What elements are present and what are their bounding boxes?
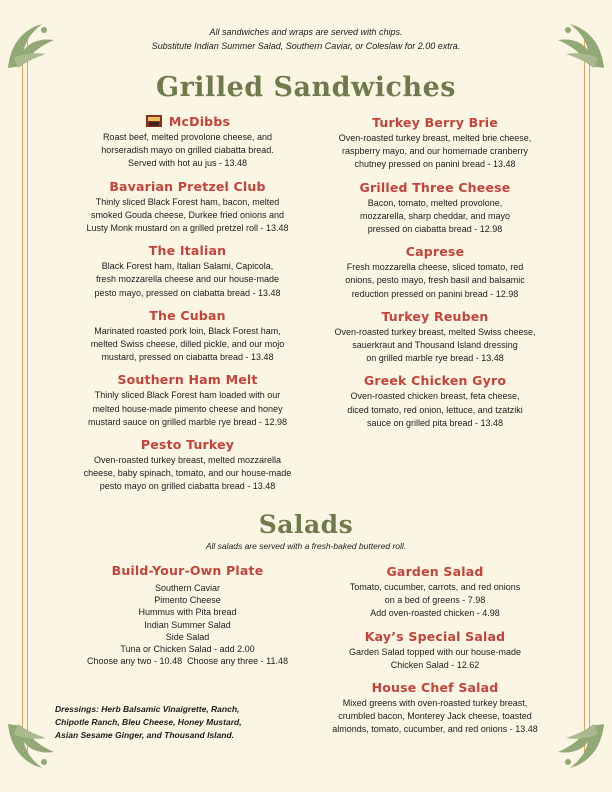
plate-option: Tuna or Chicken Salad - add 2.00 <box>120 644 255 655</box>
item-description: Oven-roasted turkey breast, melted mozzarella cheese, baby spinach, tomato, and our house-made pesto mayo on grilled ciabatta bread - 13.48 <box>83 455 292 492</box>
plate-option: Pimento Cheese <box>154 595 221 606</box>
sandwiches-left-column <box>55 113 320 501</box>
plate-option: Hummus with Pita bread <box>138 607 237 618</box>
item-name: Turkey Berry Brie <box>372 115 498 130</box>
right-border <box>584 40 590 752</box>
item-name: The Italian <box>148 243 227 259</box>
menu-item <box>55 113 320 171</box>
item-description: Oven-roasted turkey breast, melted Swiss cheese, sauerkraut and Thousand Island dressing on grilled marble rye bread - 13.48 <box>334 326 536 364</box>
menu-item <box>55 562 320 667</box>
item-description: Mixed greens with oven-roasted turkey breast, crumbled bacon, Monterey Jack cheese, toasted almonds, tomato, cucumber, and red onions - 13.48 <box>332 698 538 735</box>
menu-item <box>320 372 550 430</box>
plate-option: Side Salad <box>165 631 210 642</box>
item-description: Oven-roasted chicken breast, feta cheese, diced tomato, red onion, lettuce, and tzatziki sauce on grilled pita bread - 13.48 <box>347 391 523 428</box>
sandwiches-title: Grilled Sandwiches <box>156 72 456 103</box>
item-name: Southern Ham Melt <box>117 372 258 388</box>
item-description: Fresh mozzarella cheese, sliced tomato, red onions, pesto mayo, fresh basil and balsamic reduction pressed on panini bread - 12.98 <box>345 262 525 299</box>
salads-left-column <box>55 562 320 667</box>
salads-title: Salads <box>258 510 354 539</box>
item-name: Grilled Three Cheese <box>359 179 511 195</box>
plate-option: Indian Summer Salad <box>144 619 231 630</box>
left-border <box>22 40 28 752</box>
menu-item <box>320 679 550 737</box>
item-name: Caprese <box>405 244 465 260</box>
intro-line: All sandwiches and wraps are served with chips. <box>209 27 403 37</box>
menu-item <box>320 243 550 301</box>
item-description: Black Forest ham, Italian Salami, Capicola, fresh mozzarella cheese and our house-made pesto mayo, pressed on ciabatta bread - 13.48 <box>94 261 281 298</box>
item-description: Thinly sliced Black Forest ham loaded with our melted house-made pimento cheese and honey mustard sauce on grilled marble rye bread - 12.98 <box>87 390 288 427</box>
menu-item <box>55 178 320 236</box>
item-description: Bacon, tomato, melted provolone, mozzarella, sharp cheddar, and mayo pressed on ciabatta bread - 12.98 <box>359 197 511 235</box>
menu-item <box>55 307 320 365</box>
menu-item <box>55 436 320 494</box>
menu-item <box>320 114 550 172</box>
menu-item <box>320 179 550 237</box>
item-description: Garden Salad topped with our house-made Chicken Salad - 12.62 <box>348 646 522 670</box>
item-name: Garden Salad <box>386 564 484 579</box>
storefront-logo-icon <box>145 113 163 128</box>
item-name: Pesto Turkey <box>140 437 235 453</box>
menu-item <box>55 371 320 429</box>
item-description: Roast beef, melted provolone cheese, and horseradish mayo on grilled ciabatta bread. Served with hot au jus - 13.48 <box>101 132 274 169</box>
item-description: Tomato, cucumber, carrots, and red onions on a bed of greens - 7.98 Add oven-roasted chicken - 4.98 <box>349 582 521 619</box>
item-name: Build-Your-Own Plate <box>111 563 264 578</box>
plate-pricing: Choose any two - 10.48 Choose any three - 11.48 <box>87 656 288 667</box>
menu-item <box>320 563 550 621</box>
menu-item <box>55 242 320 300</box>
item-name: Kay’s Special Salad <box>364 628 506 644</box>
item-name: House Chef Salad <box>371 680 499 696</box>
item-name: Greek Chicken Gyro <box>363 373 507 389</box>
item-name: Turkey Reuben <box>381 308 489 324</box>
menu-item <box>320 628 550 672</box>
item-name: The Cuban <box>149 307 226 323</box>
intro-line: Substitute Indian Summer Salad, Southern Caviar, or Coleslaw for 2.00 extra. <box>151 41 461 51</box>
item-description: Thinly sliced Black Forest ham, bacon, melted smoked Gouda cheese, Durkee fried onions and Lusty Monk mustard on a grilled pretzel roll - 13.48 <box>86 196 289 234</box>
salads-note: All salads are served with a fresh-baked buttered roll. <box>205 541 407 551</box>
salads-right-column <box>320 563 550 744</box>
item-description: Oven-roasted turkey breast, melted brie cheese, raspberry mayo, and our homemade cranberry chutney pressed on panini bread - 13.48 <box>338 133 532 170</box>
leaf-ornament-icon <box>542 719 612 774</box>
plate-option: Southern Caviar <box>154 583 221 593</box>
item-description: Marinated roasted pork loin, Black Forest ham, melted Swiss cheese, dilled pickle, and our mojo mustard, pressed on ciabatta bread - 13.48 <box>90 325 285 363</box>
item-name: McDibbs <box>55 113 320 131</box>
sandwiches-right-column <box>320 114 550 437</box>
dressings-note: Dressings: Herb Balsamic Vinaigrette, Ranch, Chipotle Ranch, Bleu Cheese, Honey Mustard, Asian Sesame Ginger, and Thousand Island. <box>55 704 242 740</box>
item-name: Bavarian Pretzel Club <box>109 178 266 194</box>
menu-item <box>320 308 550 366</box>
intro-note <box>0 25 612 53</box>
